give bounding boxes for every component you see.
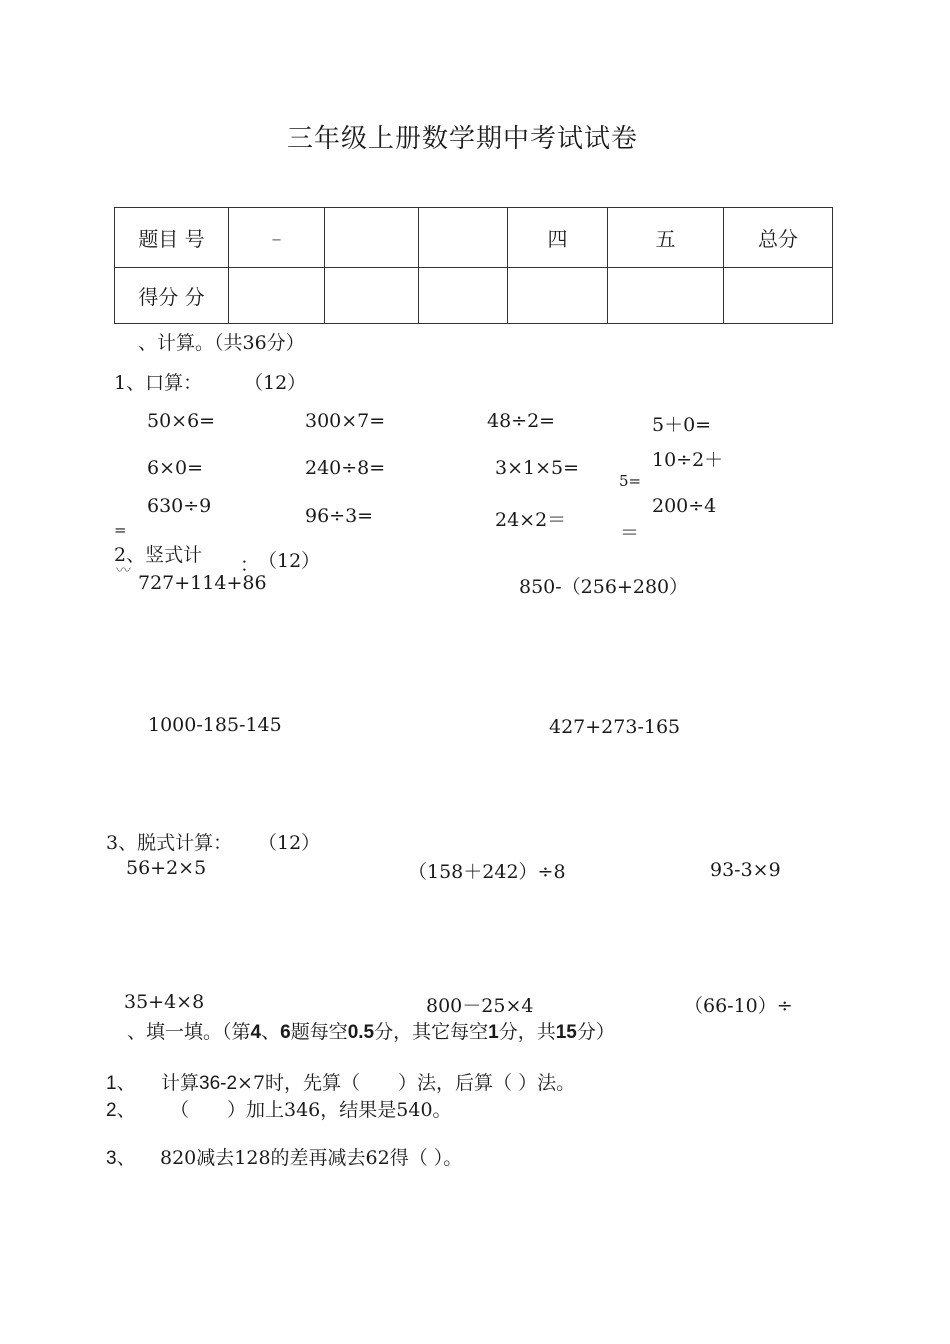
section2-header [127,1017,615,1044]
oral-item: 240÷8= [305,457,386,479]
expression-item: （158＋242）÷8 [408,861,566,883]
header-part: 分） [576,1021,615,1043]
score-table [114,207,833,324]
oral-item: 50×6= [147,410,216,432]
table-cell: – [229,208,325,268]
q1-label: 1、口算： [114,372,203,394]
header-part: 、 [261,1021,281,1043]
fill-item: （ ）加上346，结果是540。 [170,1099,452,1121]
header-part: 、填一填。（第 [127,1021,251,1043]
section1-header: 、计算。（共36分） [138,332,305,354]
header-part: 4 [250,1022,262,1043]
header-part: 15 [555,1022,577,1043]
oral-item: 5＋0= [652,414,712,436]
oral-item: 300×7= [305,410,386,432]
score-table-score-row [115,268,833,324]
expression-item: 800－25×4 [426,995,534,1017]
table-cell: 得分 分 [115,268,229,324]
score-cell[interactable] [419,268,508,324]
fill-item-part: 计算 [161,1072,200,1094]
page-title: 三年级上册数学期中考试试卷 [287,124,639,154]
table-cell: 四 [508,208,608,268]
oral-item-fragment: 5= [619,472,642,490]
header-part: 1 [488,1022,499,1043]
fill-item: 820减去128的差再减去62得（ ）。 [160,1147,463,1169]
oral-item: 3×1×5= [495,457,580,479]
oral-item: 24×2＝ [495,509,567,531]
q2-points: （12） [258,550,321,572]
score-table-header-row [115,208,833,268]
fill-item-number: 3、 [106,1148,136,1169]
table-cell: 五 [608,208,724,268]
q2-label: 2、竖式计 [114,544,203,566]
oral-item: 200÷4 [652,495,717,517]
header-part: 分，其它每空 [374,1021,489,1043]
score-cell[interactable] [229,268,325,324]
oral-item: 10÷2＋ [652,449,724,471]
vertical-item: 727+114+86 [138,572,267,594]
oral-item: 6×0= [147,457,204,479]
oral-item-fragment: = [114,521,127,539]
oral-item: 630÷9 [147,495,212,517]
oral-item-fragment: ＝ [620,522,640,544]
q3-points: （12） [258,832,321,854]
q2-fragment: 〰 [116,561,132,579]
table-cell: 总分 [724,208,833,268]
q3-label: 3、脱式计算： [106,832,233,854]
expression-item: 35+4×8 [124,991,205,1013]
q1-points: （12） [244,372,307,394]
table-cell: 题目 号 [115,208,229,268]
score-cell[interactable] [325,268,419,324]
fill-item-number: 1、 [106,1073,136,1094]
table-cell [419,208,508,268]
score-cell[interactable] [724,268,833,324]
vertical-item: 850-（256+280） [519,576,689,598]
vertical-item: 427+273-165 [549,716,681,738]
header-part: 分，共 [498,1021,556,1043]
fill-item-part: ×7时，先算（ ）法，后算（ ）法。 [237,1072,576,1094]
header-part: 0.5 [347,1022,375,1043]
fill-item-number: 2、 [106,1100,136,1121]
header-part: 6 [280,1022,291,1043]
expression-item: 56+2×5 [126,857,207,879]
q2-colon: ： [240,554,260,576]
expression-item: 93-3×9 [710,859,781,881]
vertical-item: 1000-185-145 [148,714,282,736]
header-part: 题每空 [290,1021,348,1043]
expression-item: （66-10）÷ [684,995,793,1017]
fill-item-part: 36-2 [199,1073,238,1094]
score-cell[interactable] [508,268,608,324]
table-cell [325,208,419,268]
oral-item: 96÷3= [305,505,374,527]
oral-item: 48÷2= [487,410,556,432]
fill-item [161,1068,575,1095]
score-cell[interactable] [608,268,724,324]
